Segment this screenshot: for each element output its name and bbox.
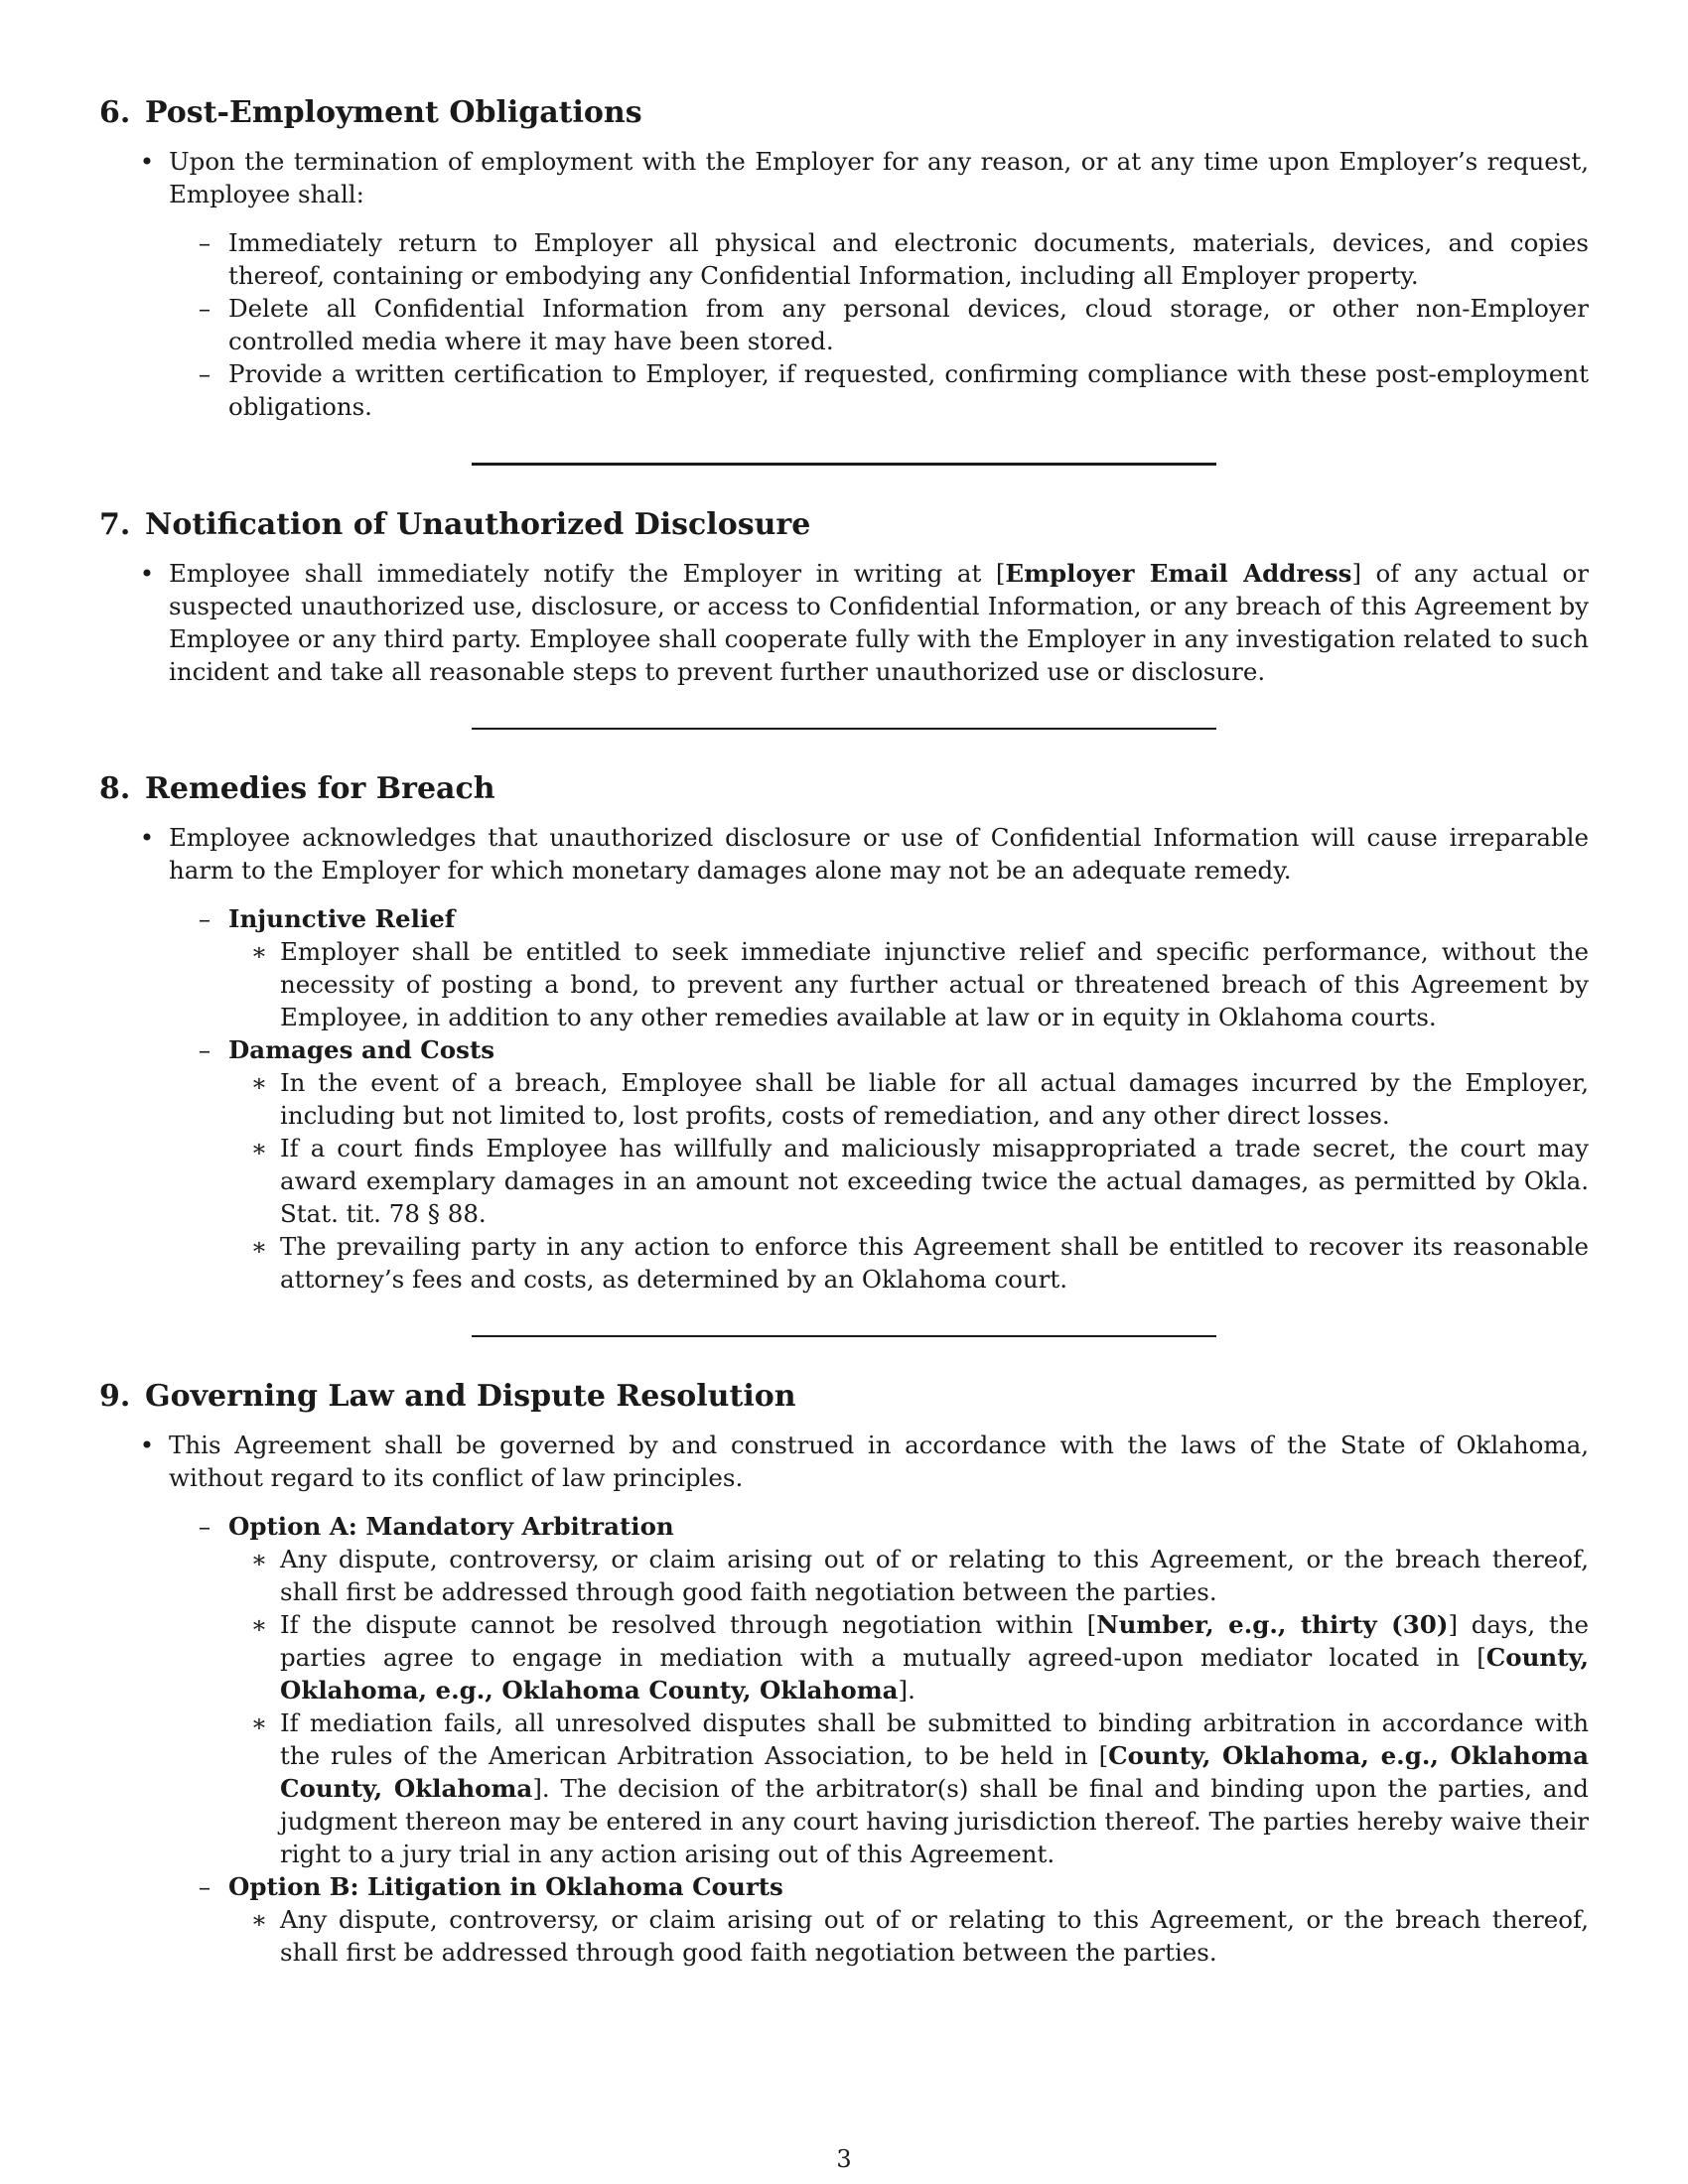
list-item-text: This Agreement shall be governed by and construed in accordance with the laws of the State of Oklahoma, without regard to its conflict of law principles. — [169, 1431, 1589, 1492]
section-heading — [99, 1375, 1589, 1419]
section-7 — [99, 503, 1589, 688]
section-heading — [99, 767, 1589, 811]
bullet-list — [99, 557, 1589, 688]
list-item — [198, 226, 1589, 292]
list-item-text: If mediation fails, all unresolved disputes shall be submitted to binding arbitration in accordance with the rules of the American Arbitration Association, to be held in [ — [280, 1708, 1589, 1770]
list-item — [139, 821, 1589, 1296]
placeholder-number: Number, e.g., thirty (30) — [1096, 1610, 1449, 1639]
list-item — [250, 1066, 1589, 1132]
bullet-dot-icon: • — [139, 559, 155, 588]
bullet-dot-icon: • — [139, 823, 155, 852]
bullet-list — [99, 145, 1589, 423]
list-item-text: ] days, the parties agree to engage in mediation with a mutually agreed-upon mediator located in [ — [280, 1610, 1590, 1672]
subsection-title: Option B: Litigation in Oklahoma Courts — [228, 1872, 783, 1901]
asterisk-icon: ∗ — [250, 1232, 268, 1261]
subsection-title: Option A: Mandatory Arbitration — [228, 1512, 674, 1541]
section-number: 9. — [99, 1379, 131, 1414]
list-item-text: If the dispute cannot be resolved through negotiation within [ — [280, 1610, 1097, 1639]
list-item-text: ] of any actual or suspected unauthorized use, disclosure, or access to Confidential Information, or any breach of this Agreement by Employee or any third party. Employee shall cooperate fully with the Employer in any investigation related to such incident and take all reasonable steps to prevent further unauthorized use or disclosure. — [169, 559, 1589, 686]
bullet-dot-icon: • — [139, 1431, 155, 1459]
dash-icon: – — [198, 359, 211, 388]
asterisk-icon: ∗ — [250, 937, 268, 966]
list-item — [198, 902, 1589, 1033]
list-item-text: Employer shall be entitled to seek immediate injunctive relief and specific performance, without the necessity of posting a bond, to prevent any further actual or threatened breach of this Agreement by Employee, in addition to any other remedies available at law or in equity in Oklahoma courts. — [280, 937, 1589, 1031]
section-number: 8. — [99, 771, 131, 806]
dash-icon: – — [198, 1035, 211, 1064]
subsection-title: Injunctive Relief — [228, 904, 456, 933]
dash-icon: – — [198, 904, 211, 933]
list-item-text: ]. The decision of the arbitrator(s) shall be final and binding upon the parties, and judgment thereon may be entered in any court having jurisdiction thereof. The parties hereby waive their right to a jury trial in any action arising out of this Agreement. — [280, 1774, 1589, 1868]
section-number: 6. — [99, 95, 131, 130]
bullet-dot-icon: • — [139, 147, 155, 176]
section-title: Notification of Unauthorized Disclosure — [145, 507, 811, 542]
section-title: Post-Employment Obligations — [145, 95, 642, 130]
list-item — [139, 145, 1589, 423]
section-9 — [99, 1375, 1589, 1969]
list-item-text: Any dispute, controversy, or claim arising out of or relating to this Agreement, or the breach thereof, shall first be addressed through good faith negotiation between the parties. — [280, 1905, 1589, 1967]
list-item — [198, 1510, 1590, 1870]
list-item — [250, 1706, 1589, 1870]
sub-list — [169, 902, 1589, 1296]
list-item — [198, 1033, 1589, 1296]
list-item-text: Any dispute, controversy, or claim arising out of or relating to this Agreement, or the breach thereof, shall first be addressed through good faith negotiation between the parties. — [280, 1545, 1589, 1606]
sub-sub-list — [228, 1543, 1589, 1870]
list-item-text: Immediately return to Employer all physical and electronic documents, materials, devices, and copies thereof, containing or embodying any Confidential Information, including all Employer property. — [228, 228, 1589, 290]
section-6 — [99, 91, 1589, 423]
asterisk-icon: ∗ — [250, 1134, 268, 1162]
asterisk-icon: ∗ — [250, 1610, 268, 1639]
list-item-text: Upon the termination of employment with the Employer for any reason, or at any time upon Employer’s request, Employee shall: — [169, 147, 1589, 208]
list-item-text: Provide a written certification to Employer, if requested, confirming compliance with these post-employment obligations. — [228, 359, 1589, 421]
placeholder-employer-email: Employer Email Address — [1005, 559, 1352, 588]
dash-icon: – — [198, 294, 211, 323]
section-title: Governing Law and Dispute Resolution — [145, 1379, 796, 1414]
section-number: 7. — [99, 507, 131, 542]
list-item-text: Employee acknowledges that unauthorized disclosure or use of Confidential Information will cause irreparable harm to the Employer for which monetary damages alone may not be an adequate remedy. — [169, 823, 1589, 885]
list-item-text: ]. — [898, 1676, 915, 1705]
list-item — [198, 292, 1589, 357]
dash-icon: – — [198, 1512, 211, 1541]
section-heading — [99, 503, 1589, 547]
section-divider — [472, 463, 1216, 466]
list-item — [198, 357, 1589, 423]
dash-icon: – — [198, 1872, 211, 1901]
list-item-text: In the event of a breach, Employee shall be liable for all actual damages incurred by the Employer, including but not limited to, lost profits, costs of remediation, and any other direct losses. — [280, 1068, 1589, 1130]
list-item-text: If a court finds Employee has willfully and maliciously misappropriated a trade secret, the court may award exemplary damages in an amount not exceeding twice the actual damages, as permitted by Okla. Stat. tit. 78 § 88. — [280, 1134, 1589, 1228]
document-content — [99, 91, 1589, 1969]
asterisk-icon: ∗ — [250, 1905, 268, 1934]
section-divider — [472, 1335, 1216, 1337]
placeholder-county: County, Oklahoma, e.g., Oklahoma County, Oklahoma — [280, 1643, 1589, 1705]
sub-sub-list — [228, 1903, 1589, 1969]
list-item — [250, 1132, 1589, 1230]
asterisk-icon: ∗ — [250, 1708, 268, 1737]
sub-sub-list — [228, 1066, 1589, 1296]
list-item-text: Employee shall immediately notify the Employer in writing at [ — [169, 559, 1006, 588]
list-item-text: The prevailing party in any action to enforce this Agreement shall be entitled to recover its reasonable attorney’s fees and costs, as determined by an Oklahoma court. — [280, 1232, 1589, 1294]
list-item — [198, 1870, 1589, 1969]
asterisk-icon: ∗ — [250, 1545, 268, 1573]
section-divider — [472, 728, 1216, 730]
bullet-list — [99, 821, 1589, 1296]
list-item — [139, 557, 1589, 688]
list-item — [250, 1543, 1589, 1608]
list-item — [250, 1608, 1590, 1706]
list-item — [139, 1429, 1590, 1969]
list-item-text: Delete all Confidential Information from any personal devices, cloud storage, or other non-Employer controlled media where it may have been stored. — [228, 294, 1589, 355]
sub-list — [169, 1510, 1589, 1969]
dash-icon: – — [198, 228, 211, 257]
bullet-list — [99, 1429, 1589, 1969]
asterisk-icon: ∗ — [250, 1068, 268, 1097]
sub-list — [169, 226, 1589, 423]
placeholder-county: County, Oklahoma, e.g., Oklahoma County, Oklahoma — [280, 1741, 1589, 1803]
section-heading — [99, 91, 1589, 135]
list-item — [250, 935, 1589, 1033]
list-item — [250, 1230, 1589, 1296]
subsection-title: Damages and Costs — [228, 1035, 495, 1064]
section-title: Remedies for Breach — [145, 771, 495, 806]
sub-sub-list — [228, 935, 1589, 1033]
page-number: 3 — [836, 2145, 852, 2173]
list-item — [250, 1903, 1589, 1969]
section-8 — [99, 767, 1589, 1296]
